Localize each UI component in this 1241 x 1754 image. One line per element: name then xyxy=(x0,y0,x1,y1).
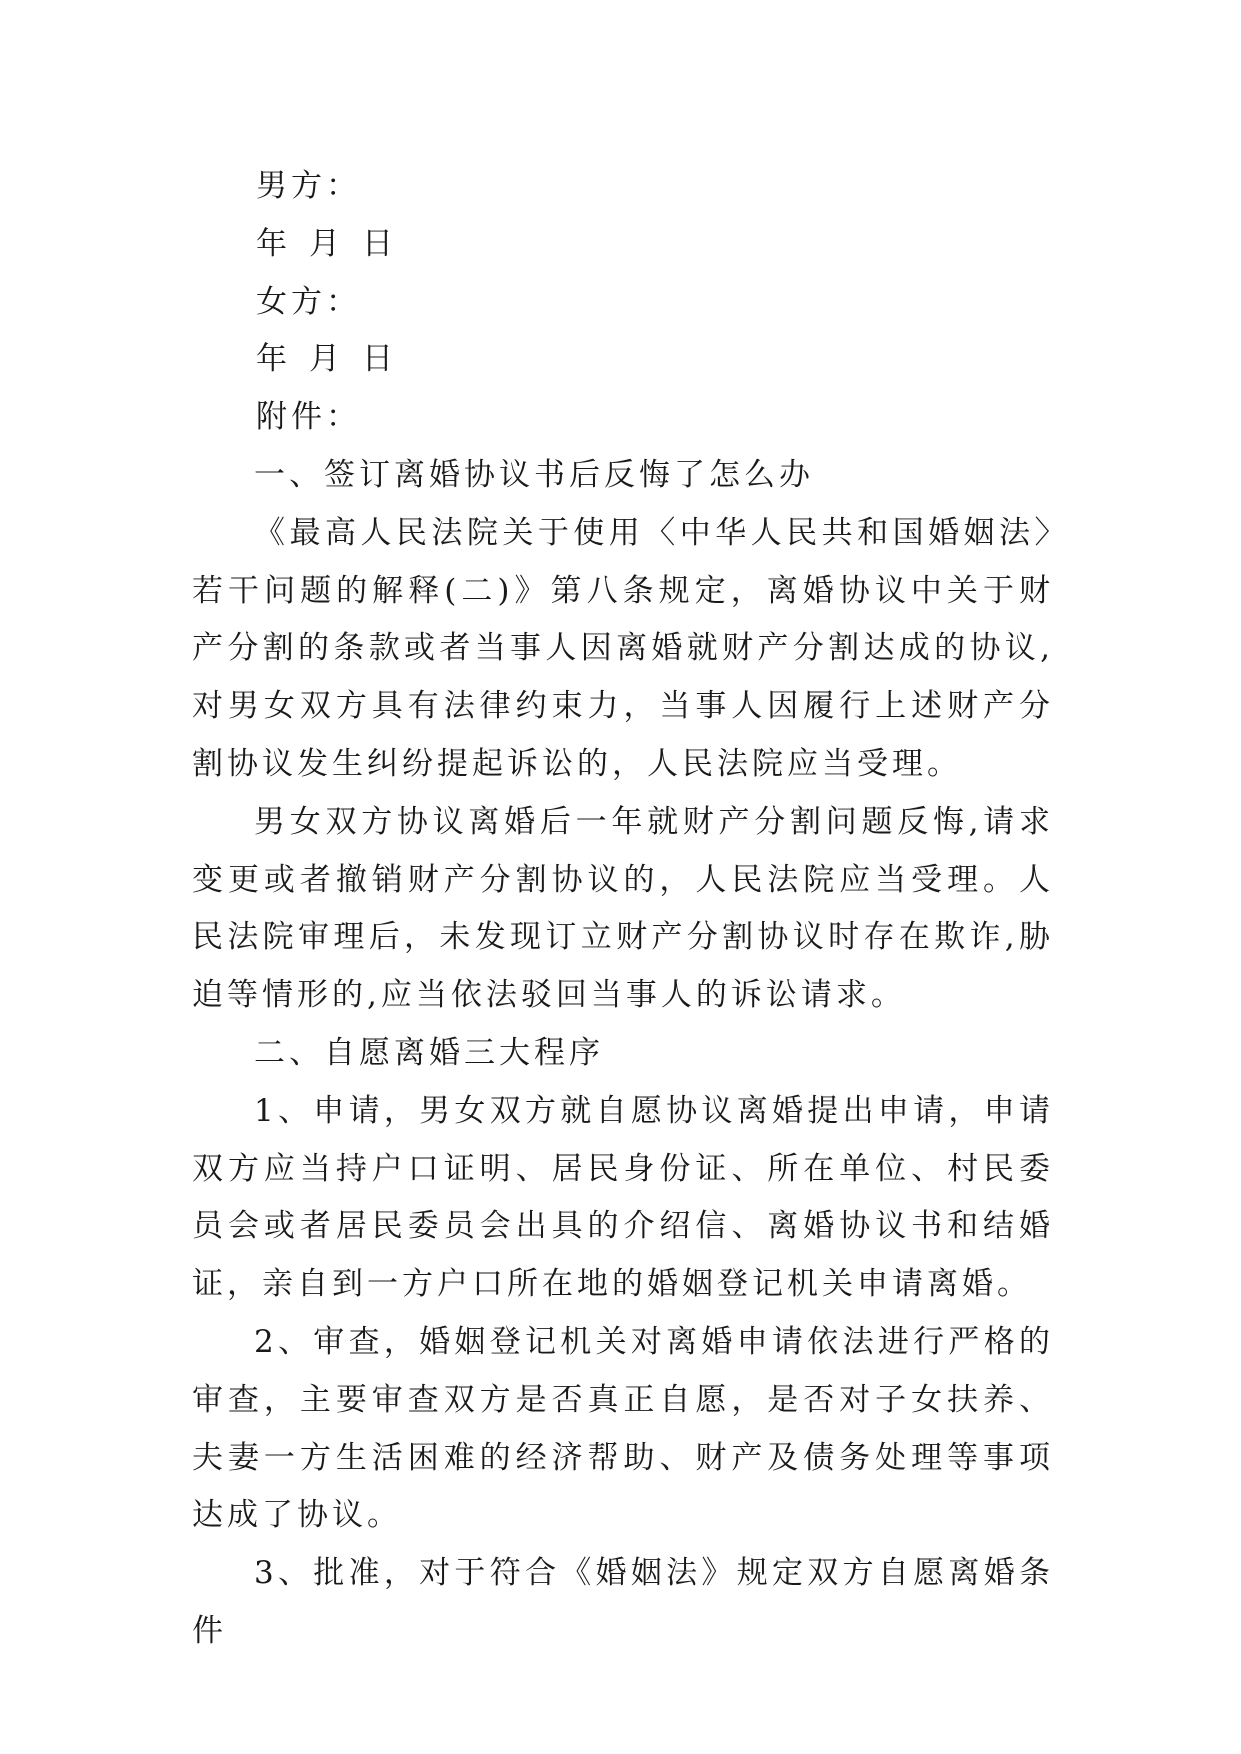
date-month: 月 xyxy=(309,225,344,262)
attachment-label: 附件： xyxy=(256,399,361,436)
section1-paragraph-1: 《最高人民法院关于使用〈中华人民共和国婚姻法〉若干问题的解释(二)》第八条规定，离婚协议中关于财产分割的条款或者当事人因离婚就财产分割达成的协议,对男女双方具有法律约束力，当事人因履行上述财产分割协议发生纠纷提起诉讼的，人民法院应当受理。 xyxy=(192,514,1054,782)
section2-heading: 二、自愿离婚三大程序 xyxy=(254,1034,604,1071)
date-year: 年 xyxy=(256,225,291,262)
date-day: 日 xyxy=(362,341,397,378)
male-signature-label: 男方： xyxy=(256,168,361,204)
date-day: 日 xyxy=(362,225,397,262)
male-signature-date xyxy=(192,216,1054,274)
section1-heading: 一、签订离婚协议书后反悔了怎么办 xyxy=(254,456,814,493)
section2-step-2: 2、审查，婚姻登记机关对离婚申请依法进行严格的审查，主要审查双方是否真正自愿，是否对子女扶养、夫妻一方生活困难的经济帮助、财产及债务处理等事项达成了协议。 xyxy=(192,1323,1054,1534)
date-year: 年 xyxy=(256,341,291,378)
section1-paragraph-2: 男女双方协议离婚后一年就财产分割问题反悔,请求变更或者撤销财产分割协议的，人民法院应当受理。人民法院审理后，未发现订立财产分割协议时存在欺诈,胁迫等情形的,应当依法驳回当事人的诉讼请求。 xyxy=(192,803,1054,1014)
section2-step-3: 3、批准，对于符合《婚姻法》规定双方自愿离婚条件 xyxy=(192,1555,1054,1649)
section2-step-1: 1、申请，男女双方就自愿协议离婚提出申请，申请双方应当持户口证明、居民身份证、所在单位、村民委员会或者居民委员会出具的介绍信、离婚协议书和结婚证，亲自到一方户口所在地的婚姻登记机关申请离婚。 xyxy=(192,1092,1054,1303)
female-signature-date xyxy=(192,331,1054,389)
document-body xyxy=(192,158,1054,1661)
female-signature-label: 女方： xyxy=(256,283,361,320)
date-month: 月 xyxy=(309,341,344,378)
